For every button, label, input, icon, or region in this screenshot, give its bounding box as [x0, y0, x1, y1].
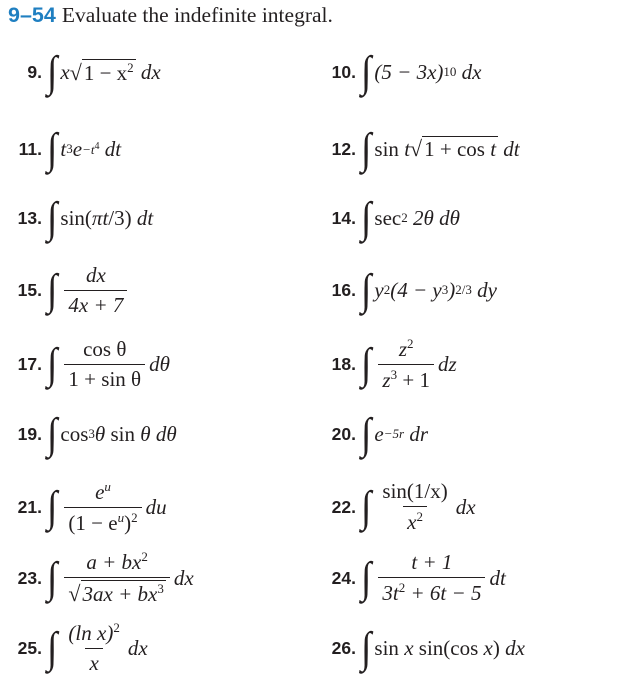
integrand: sin t √ 1 + cos t dt: [374, 136, 520, 161]
problem-10: [318, 42, 481, 102]
integrand: cos 3 θ sin θ dθ: [60, 421, 177, 446]
integral-sign: ∫: [361, 193, 372, 243]
integral-sign: ∫: [47, 193, 58, 243]
integrand: [60, 263, 131, 318]
fraction: $\frac{\text{cos θ}}{\text{1 + sin θ}}$: [64, 337, 145, 392]
exercise-header: [8, 3, 333, 28]
integral-sign: ∫: [361, 47, 372, 97]
fraction: $\frac{e^u}{(1 - e^u)^2}$: [64, 479, 141, 536]
integral-sign: ∫: [361, 623, 372, 673]
problem-18: [318, 334, 457, 394]
problem-number: 11.: [18, 138, 42, 159]
integral-sign: ∫: [361, 124, 372, 174]
problem-number: 21.: [17, 496, 42, 517]
problem-21: [4, 477, 167, 537]
integral-sign: ∫: [361, 409, 372, 459]
integrand: x √ $1 - x^2$ dx: [60, 59, 161, 85]
problem-26: [318, 618, 525, 678]
problem-25: [4, 618, 148, 678]
square-root: √ $3ax + bx^3$: [68, 581, 164, 606]
fraction: $\frac{z^2}{z^3 + 1}$: [378, 336, 434, 393]
problem-19: [4, 404, 177, 464]
problem-number: 22.: [331, 496, 356, 517]
fraction: $\frac{(\ln x)^2}{x}$: [68, 620, 120, 675]
integral-sign: ∫: [47, 124, 58, 174]
problem-number: 9.: [27, 61, 42, 82]
fraction: $\frac{dx}{4x + 7}$: [64, 263, 127, 318]
square-root: √ $1 - x^2$: [69, 59, 134, 85]
integrand: $a + bx^2$ √ $3ax + bx^3$ dx: [60, 549, 193, 607]
integral-sign: ∫: [361, 553, 372, 603]
integrand: t 3 e $-t^4$ dt: [60, 136, 122, 161]
problem-11: [4, 119, 121, 179]
integrand: $\frac{e^u}{(1 - e^u)^2}$ du: [60, 479, 166, 536]
integral-sign: ∫: [47, 47, 58, 97]
problem-number: 26.: [331, 637, 356, 658]
integrand: sec 2 2θ dθ: [374, 205, 460, 230]
integral-sign: ∫: [47, 482, 58, 532]
integral-sign: ∫: [47, 553, 58, 603]
integrand: y 2 (4 − y 3 ) 2/3 dy: [374, 277, 497, 302]
problem-range: 9–54: [8, 3, 56, 27]
integrand: $\frac{\sin(1/x)}{x^2}$ dx: [374, 479, 475, 535]
integrand: $\frac{t + 1}{3t^2 + 6t - 5}$ dt: [374, 550, 505, 606]
problem-12: [318, 119, 520, 179]
integral-sign: ∫: [361, 482, 372, 532]
problem-15: [4, 260, 131, 320]
integrand: $\frac{\text{cos θ}}{\text{1 + sin θ}}$ dθ: [60, 337, 170, 392]
square-root: √ 1 + cos t: [410, 136, 497, 161]
fraction: $\frac{\sin(1/x)}{x^2}$: [382, 479, 448, 534]
problem-number: 13.: [17, 207, 42, 228]
problem-24: [318, 548, 506, 608]
integrand: $\frac{z^2}{z^3 + 1}$ dz: [374, 336, 456, 393]
problem-number: 19.: [17, 423, 42, 444]
problem-number: 25.: [17, 637, 42, 658]
problem-number: 18.: [331, 353, 356, 374]
problem-14: [318, 188, 460, 248]
integral-sign: ∫: [47, 409, 58, 459]
problem-13: [4, 188, 153, 248]
problem-number: 23.: [17, 567, 42, 588]
problem-number: 10.: [331, 61, 356, 82]
integral-sign: ∫: [361, 339, 372, 389]
problem-number: 14.: [331, 207, 356, 228]
fraction: $\frac{t + 1}{3t^2 + 6t - 5}$: [378, 550, 485, 606]
problem-16: [318, 260, 497, 320]
integrand: e −5r dr: [374, 421, 429, 446]
integral-sign: ∫: [47, 339, 58, 389]
problem-number: 12.: [331, 138, 356, 159]
problem-17: [4, 334, 170, 394]
integrand: sin( πt /3) dt: [60, 205, 154, 230]
problem-9: [4, 42, 161, 102]
problem-number: 24.: [331, 567, 356, 588]
problem-number: 15.: [17, 279, 42, 300]
integrand: $\frac{(\ln x)^2}{x}$ dx: [60, 620, 147, 676]
integral-sign: ∫: [361, 265, 372, 315]
fraction: $a + bx^2$ √ $3ax + bx^3$: [64, 549, 169, 607]
integral-sign: ∫: [47, 623, 58, 673]
instruction-text: Evaluate the indefinite integral.: [61, 3, 333, 27]
problem-number: 17.: [17, 353, 42, 374]
problem-20: [318, 404, 428, 464]
problem-number: 16.: [331, 279, 356, 300]
integrand: (5 − 3x) 10 dx: [374, 59, 482, 84]
problem-number: 20.: [331, 423, 356, 444]
problem-23: [4, 548, 194, 608]
integrand: sin x sin(cos x ) dx: [374, 635, 525, 660]
integral-sign: ∫: [47, 265, 58, 315]
problem-22: [318, 477, 476, 537]
